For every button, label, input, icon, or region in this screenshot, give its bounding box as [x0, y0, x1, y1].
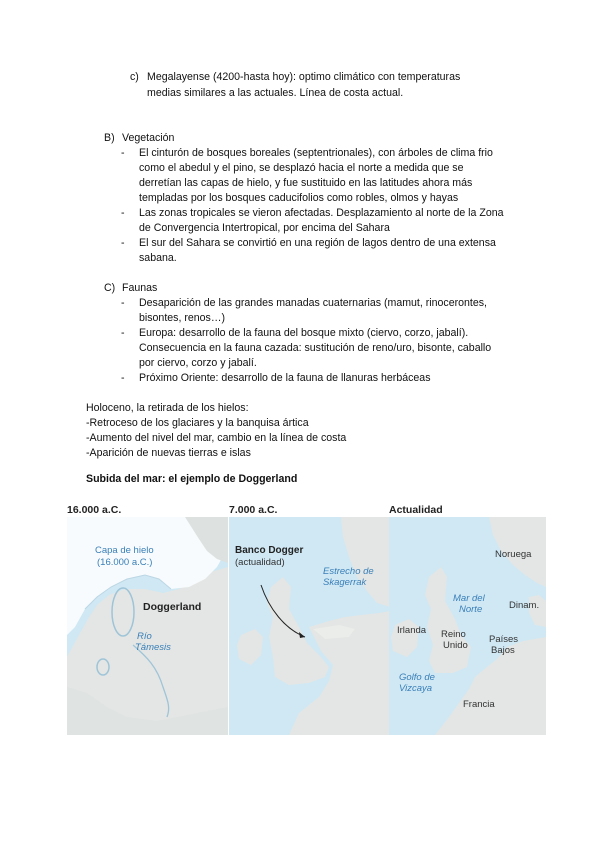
section-b-bullet-1-line-3: derretían las capas de hielo, y fue sustituido en las latitudes ahora más	[139, 177, 473, 189]
north-sea-label-line-2: Norte	[459, 604, 483, 615]
section-c-marker: C)	[104, 282, 116, 294]
bank-label: Banco Dogger	[235, 545, 304, 556]
map-panel-7000	[229, 517, 390, 735]
figure-title: Subida del mar: el ejemplo de Doggerland	[86, 473, 298, 485]
strait-label-line-1: Estrecho de	[323, 566, 374, 577]
section-b-bullet-2-line-2: de Convergencia Intertropical, por encima del Sahara	[139, 222, 390, 234]
section-c-bullet-1-line-2: bisontes, renos…)	[139, 312, 225, 324]
map-panel-today	[389, 517, 546, 735]
north-sea-label-line-1: Mar del	[453, 593, 485, 604]
section-c-bullet-dash-3: -	[121, 372, 125, 384]
ice-label-line-2: (16.000 a.C.)	[97, 557, 153, 568]
section-c-bullet-2-line-2: Consecuencia en la fauna cazada: sustitución de reno/uro, bisonte, caballo	[139, 342, 492, 354]
gulf-label-line-2: Vizcaya	[399, 683, 433, 694]
bank-sub-label: (actualidad)	[235, 557, 285, 568]
holocene-heading: Holoceno, la retirada de los hielos:	[86, 402, 249, 414]
section-c-bullet-3-line-1: Próximo Oriente: desarrollo de la fauna de llanuras herbáceas	[139, 372, 431, 384]
period-c-marker: c)	[130, 71, 139, 83]
section-c-bullet-2-line-3: por ciervo, corzo y jabalí.	[139, 357, 257, 369]
panel-3-title: Actualidad	[389, 504, 443, 516]
uk-label-line-2: Unido	[443, 640, 468, 651]
section-b-marker: B)	[104, 132, 115, 144]
netherlands-label-line-1: Países	[489, 634, 519, 645]
section-b-title: Vegetación	[122, 132, 175, 144]
france-label: Francia	[463, 699, 495, 710]
holocene-item-1: -Retroceso de los glaciares y la banquisa ártica	[86, 417, 309, 429]
section-b-bullet-dash-3: -	[121, 237, 125, 249]
panel-2-title: 7.000 a.C.	[229, 504, 278, 516]
section-b-bullet-dash-1: -	[121, 147, 125, 159]
doggerland-label: Doggerland	[143, 601, 202, 613]
ireland-label: Irlanda	[397, 625, 427, 636]
section-c-title: Faunas	[122, 282, 158, 294]
section-b-bullet-3-line-2: sabana.	[139, 252, 177, 264]
norway-label: Noruega	[495, 549, 532, 560]
river-label-line-1: Río	[137, 631, 152, 642]
section-b-bullet-dash-2: -	[121, 207, 125, 219]
map-panel-16000	[67, 517, 228, 735]
section-b-bullet-1-line-4: templadas por los bosques caducifolios como robles, olmos y hayas	[139, 192, 459, 204]
section-c-bullet-2-line-1: Europa: desarrollo de la fauna del bosque mixto (ciervo, corzo, jabalí).	[139, 327, 469, 339]
section-b-bullet-3-line-1: El sur del Sahara se convirtió en una región de lagos dentro de una extensa	[139, 237, 496, 249]
section-c-bullet-dash-1: -	[121, 297, 125, 309]
uk-label-line-1: Reino	[441, 629, 466, 640]
gulf-label-line-1: Golfo de	[399, 672, 435, 683]
strait-label-line-2: Skagerrak	[323, 577, 367, 588]
ice-label-line-1: Capa de hielo	[95, 545, 154, 556]
panel-1-title: 16.000 a.C.	[67, 504, 122, 516]
holocene-item-3: -Aparición de nuevas tierras e islas	[86, 447, 251, 459]
section-b-bullet-1-line-2: como el abedul y el pino, se desplazó hacia el norte a medida que se	[139, 162, 464, 174]
holocene-item-2: -Aumento del nivel del mar, cambio en la línea de costa	[86, 432, 347, 444]
period-c-line-1: Megalayense (4200-hasta hoy): optimo climático con temperaturas	[147, 71, 461, 83]
section-b-bullet-2-line-1: Las zonas tropicales se vieron afectadas. Desplazamiento al norte de la Zona	[139, 207, 504, 219]
period-c-line-2: medias similares a las actuales. Línea de costa actual.	[147, 87, 404, 99]
section-b-bullet-1-line-1: El cinturón de bosques boreales (septentrionales), con árboles de clima frio	[139, 147, 493, 159]
denmark-label: Dinam.	[509, 600, 540, 611]
river-label-line-2: Támesis	[135, 642, 171, 653]
section-c-bullet-dash-2: -	[121, 327, 125, 339]
netherlands-label-line-2: Bajos	[491, 645, 515, 656]
section-c-bullet-1-line-1: Desaparición de las grandes manadas cuaternarias (mamut, rinocerontes,	[139, 297, 488, 309]
